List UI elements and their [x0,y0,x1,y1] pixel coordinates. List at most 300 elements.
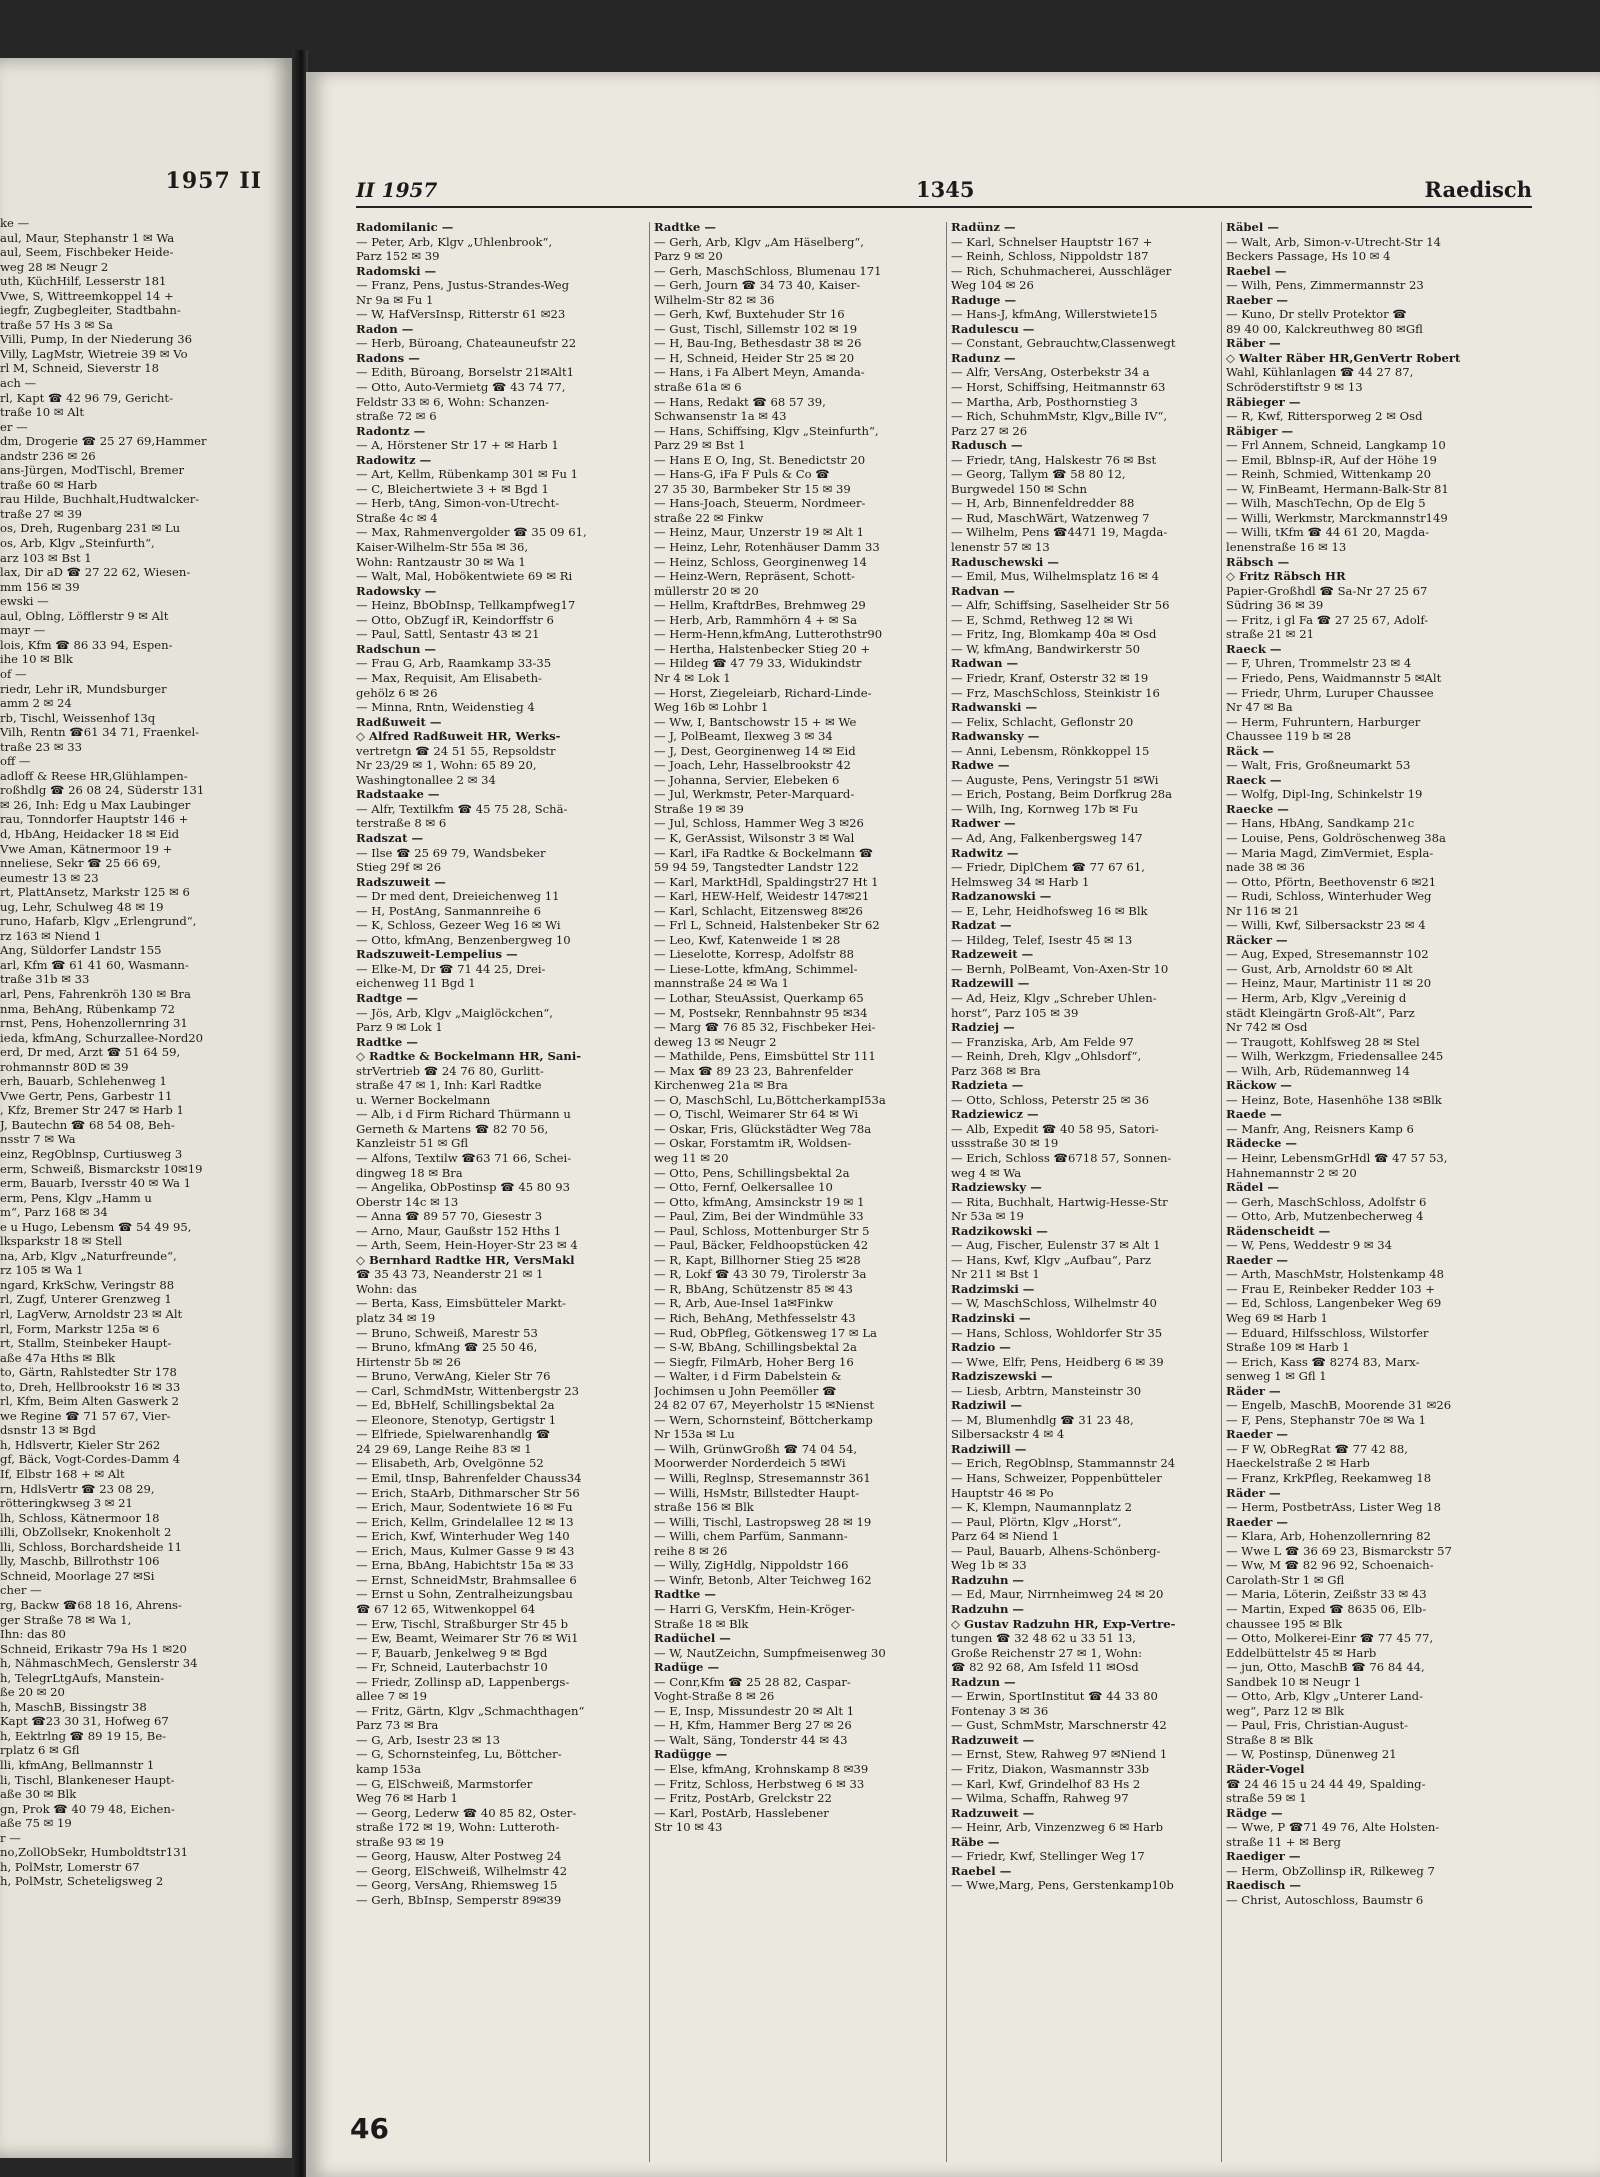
directory-entry-line: Washingtonallee 2 ✉ 34 [356,772,496,787]
directory-entry-line: gf, Bäck, Vogt-Cordes-Damm 4 [0,1452,181,1467]
directory-entry-line: nade 38 ✉ 36 [1226,860,1305,875]
directory-entry-line: Moorwerder Norderdeich 5 ✉Wi [654,1456,846,1471]
directory-entry-line: Nr 153a ✉ Lu [654,1427,735,1442]
directory-entry-line: Parz 73 ✉ Bra [356,1718,439,1733]
directory-entry-line: — Bruno, kfmAng ☎ 25 50 46, [356,1340,538,1355]
directory-entry-line: Jochimsen u John Peemöller ☎ [654,1383,837,1398]
directory-entry-line: — Mathilde, Pens, Eimsbüttel Str 111 [654,1049,876,1064]
surname-heading: Radzio — [951,1340,1011,1355]
surname-heading: Radowitz — [356,452,432,467]
directory-entry-line: müllerstr 20 ✉ 20 [654,583,759,598]
directory-entry-line: — Eduard, Hilfsschloss, Wilstorfer [1226,1325,1429,1340]
directory-entry-line: vertretgn ☎ 24 51 55, Repsoldstr [356,743,556,758]
directory-entry-line: — Jul, Schloss, Hammer Weg 3 ✉26 [654,816,864,831]
directory-entry-line: — Reinh, Schmied, Wittenkamp 20 [1226,467,1431,482]
directory-entry-line: horst“, Parz 105 ✉ 39 [951,1005,1079,1020]
directory-entry-line: — Herm, PostbetrAss, Lister Weg 18 [1226,1500,1441,1515]
directory-entry-line: os, Arb, Klgv „Steinfurth“, [0,536,155,551]
surname-heading: Radowsky — [356,583,437,598]
directory-entry-line: — Walter, i d Firm Dabelstein & [654,1369,842,1384]
directory-entry-line: — Heinz, Maur, Unzerstr 19 ✉ Alt 1 [654,525,865,540]
directory-entry-line: — Louise, Pens, Goldröschenweg 38a [1226,830,1446,845]
surname-heading: Raecke — [1226,801,1289,816]
directory-entry-line: — Christ, Autoschloss, Baumstr 6 [1226,1892,1424,1907]
directory-entry-line: — Hans, Schiffsing, Klgv „Steinfurth“, [654,423,879,438]
directory-entry-line: — Erw, Tischl, Straßburger Str 45 b [356,1616,569,1631]
directory-entry-line: Hahnemannstr 2 ✉ 20 [1226,1165,1357,1180]
directory-entry-line: städt Kleingärtn Groß-Alt“, Parz [1226,1005,1415,1020]
surname-heading: Radzuhn — [951,1601,1025,1616]
directory-entry-line: — Ernst u Sohn, Zentralheizungsbau [356,1587,573,1602]
directory-entry-line: — Ww, I, Bantschowstr 15 + ✉ We [654,714,857,729]
directory-entry-line: to, Gärtn, Rahlstedter Str 178 [0,1365,177,1380]
directory-entry-line: — Gust, Tischl, Sillemstr 102 ✉ 19 [654,321,858,336]
surname-heading: Radziwil — [951,1398,1022,1413]
surname-heading: Radszuweit-Lempelius — [356,947,518,962]
directory-entry-line: — Wolfg, Dipl-Ing, Schinkelstr 19 [1226,787,1423,802]
directory-entry-line: rn, HdlsVertr ☎ 23 08 29, [0,1481,155,1496]
directory-entry-line: — Berta, Kass, Eimsbütteler Markt- [356,1296,566,1311]
directory-entry-line: rl M, Schneid, Sieverstr 18 [0,361,159,376]
directory-entry-line: Nr 47 ✉ Ba [1226,700,1293,715]
directory-entry-line: — Max, Rahmenvergolder ☎ 35 09 61, [356,525,587,540]
directory-entry-line: — Heinz, Schloss, Georginenweg 14 [654,554,867,569]
directory-entry-line: 27 35 30, Barmbeker Str 15 ✉ 39 [654,481,851,496]
directory-entry-line: — Friedr, DiplChem ☎ 77 67 61, [951,860,1145,875]
directory-entry-line: rl, Kfm, Beim Alten Gaswerk 2 [0,1394,179,1409]
directory-entry-line: erm, Schweiß, Bismarckstr 10✉19 [0,1161,203,1176]
folio-mark: 46 [350,2112,389,2145]
directory-entry-line: — Wwe, P ☎71 49 76, Alte Holsten- [1226,1820,1440,1835]
directory-entry-line: — Wilma, Schaffn, Rahweg 97 [951,1791,1129,1806]
surname-heading: Radons — [356,350,420,365]
directory-entry-line: Vwe Aman, Kätnermoor 19 + [0,841,173,856]
directory-entry-line: — Ww, M ☎ 82 96 92, Schoenaich- [1226,1558,1434,1573]
directory-entry-line: — Heinr, LebensmGrHdl ☎ 47 57 53, [1226,1151,1448,1165]
directory-entry-line: — Heinz, Maur, Martinistr 11 ✉ 20 [1226,976,1432,991]
surname-heading: Radügge — [654,1747,728,1762]
surname-heading: Rädecke — [1226,1136,1297,1151]
directory-entry-line: lh, Schloss, Kätnermoor 18 [0,1510,160,1525]
directory-entry-line: Feldstr 33 ✉ 6, Wohn: Schanzen- [356,394,550,409]
directory-entry-line: — E, Insp, Missundestr 20 ✉ Alt 1 [654,1703,855,1718]
directory-entry-line: rg, Backw ☎68 18 16, Ahrens- [0,1597,182,1612]
directory-entry-line: — R, Kapt, Billhorner Stieg 25 ✉28 [654,1252,861,1267]
surname-heading: Radtge — [356,990,418,1005]
directory-entry-line: If, Elbstr 168 + ✉ Alt [0,1467,125,1482]
directory-entry-line: — Marg ☎ 76 85 32, Fischbeker Hei- [654,1020,876,1035]
directory-entry-line: — Karl, iFa Radtke & Bockelmann ☎ [654,845,874,860]
directory-entry-line: riedr, Lehr iR, Mundsburger [0,681,167,696]
directory-column-2 [654,220,946,1835]
directory-entry-line: Wohn: das [356,1281,417,1296]
surname-heading: Radwer — [951,816,1016,831]
directory-entry-line: — Paul, Bäcker, Feldhoopstücken 42 [654,1238,869,1253]
surname-heading: Radulescu — [951,321,1035,336]
directory-entry-line: — Wilhelm, Pens ☎4471 19, Magda- [951,525,1168,540]
surname-heading: Radtke — [356,1034,418,1049]
directory-entry-line: lax, Dir aD ☎ 27 22 62, Wiesen- [0,565,191,580]
surname-heading: Radomilanic — [356,220,454,234]
directory-entry-line: aße 47a Hths ✉ Blk [0,1350,116,1365]
directory-entry-line: Carolath-Str 1 ✉ Gfl [1226,1572,1345,1587]
directory-entry-line: — Max, Requisit, Am Elisabeth- [356,670,542,685]
directory-entry-line: Kaiser-Wilhelm-Str 55a ✉ 36, [356,540,529,555]
directory-entry-line: — W, NautZeichn, Sumpfmeisenweg 30 [654,1645,886,1660]
directory-entry-line: h, PolMstr, Lomerstr 67 [0,1859,140,1874]
directory-entry-line: — F, Pens, Stephanstr 70e ✉ Wa 1 [1226,1412,1426,1427]
directory-entry-line: — Willi, chem Parfüm, Sanmann- [654,1529,848,1544]
directory-entry-line: — Alb, i d Firm Richard Thürmann u [356,1107,571,1122]
directory-entry-line: rt, PlattAnsetz, Markstr 125 ✉ 6 [0,885,190,900]
directory-entry-line: — Manfr, Ang, Reisners Kamp 6 [1226,1121,1414,1136]
directory-entry-line: — Paul, Zim, Bei der Windmühle 33 [654,1209,864,1224]
directory-entry-line: — Willy, ZigHdlg, Nippoldstr 166 [654,1558,849,1573]
directory-entry-line: — Ed, BbHelf, Schillingsbektal 2a [356,1398,555,1413]
directory-entry-line: — Auguste, Pens, Veringstr 51 ✉Wi [951,772,1159,787]
directory-entry-line: — Ernst, SchneidMstr, Brahmsallee 6 [356,1572,577,1587]
directory-entry-line: — Conr,Kfm ☎ 25 28 82, Caspar- [654,1674,851,1689]
directory-entry-line: straße 21 ✉ 21 [1226,627,1314,642]
directory-entry-line: tungen ☎ 32 48 62 u 33 51 13, [951,1631,1136,1646]
directory-entry-line: — Willi, Tischl, Lastropsweg 28 ✉ 19 [654,1514,872,1529]
surname-heading: Raedisch — [1226,1878,1301,1893]
directory-entry-line: Parz 9 ✉ 20 [654,249,723,264]
surname-heading: Raeck — [1226,641,1282,656]
directory-entry-line: — C, Bleichertwiete 3 + ✉ Bgd 1 [356,481,549,496]
directory-entry-line: — Erich, Maur, Sodentwiete 16 ✉ Fu [356,1500,573,1515]
directory-entry-line: — Karl, MarktHdl, Spaldingstr27 Ht 1 [654,874,879,889]
directory-entry-line: — Horst, Ziegeleiarb, Richard-Linde- [654,685,872,700]
directory-entry-line: — Alfr, Textilkfm ☎ 45 75 28, Schä- [356,801,568,816]
directory-entry-line: — Elisabeth, Arb, Ovelgönne 52 [356,1456,544,1471]
surname-heading: Raebel — [951,1863,1012,1878]
directory-entry-line: — Georg, Tallym ☎ 58 80 12, [951,467,1126,482]
directory-entry-line: — Hans, HbAng, Sandkamp 21c [1226,816,1415,831]
directory-entry-line: — Felix, Schlacht, Geflonstr 20 [951,714,1134,729]
directory-entry-line: — Erich, Postang, Beim Dorfkrug 28a [951,787,1173,802]
directory-entry-line: rt, Stallm, Steinbeker Haupt- [0,1336,172,1351]
directory-entry-line: adloff & Reese HR,Glühlampen- [0,768,188,783]
directory-entry-line: — Friedr, Kranf, Osterstr 32 ✉ 19 [951,670,1149,685]
directory-entry-line: Vilh, Rentn ☎61 34 71, Fraenkel- [0,725,200,740]
directory-entry-line: — Herb, tAng, Simon-von-Utrecht- [356,496,560,511]
directory-entry-line: — Rud, ObPfleg, Götkensweg 17 ✉ La [654,1325,877,1340]
directory-entry-line: eumestr 13 ✉ 23 [0,870,99,885]
directory-entry-line: — Willi, tKfm ☎ 44 61 20, Magda- [1226,525,1430,540]
directory-entry-line: — Gerh, BbInsp, Semperstr 89✉39 [356,1892,562,1907]
directory-entry-line: os, Dreh, Rugenbarg 231 ✉ Lu [0,521,181,536]
directory-entry-line: — Paul, Sattl, Sentastr 43 ✉ 21 [356,627,540,642]
surname-heading: Räbiger — [1226,423,1294,438]
surname-heading: Räck — [1226,743,1275,758]
surname-heading: Räder — [1226,1485,1281,1500]
directory-entry-line: — Liesb, Arbtrn, Mansteinstr 30 [951,1383,1142,1398]
surname-heading: Raeber — [1226,292,1289,307]
directory-entry-line: — Erich, RegOblnsp, Stammannstr 24 [951,1456,1176,1471]
directory-entry-line: ihe 10 ✉ Blk [0,652,73,667]
directory-entry-line: dm, Drogerie ☎ 25 27 69,Hammer [0,434,207,449]
directory-entry-line: — H, PostAng, Sanmannreihe 6 [356,903,541,918]
directory-entry-line: Wilhelm-Str 82 ✉ 36 [654,292,775,307]
directory-entry-line: — Ilse ☎ 25 69 79, Wandsbeker [356,845,546,860]
directory-entry-line: Villi, Pump, In der Niederung 36 [0,332,192,347]
directory-entry-line: — Georg, Lederw ☎ 40 85 82, Oster- [356,1805,577,1820]
surname-heading: Raeder — [1226,1514,1289,1529]
directory-entry-line: Straße 8 ✉ Blk [1226,1732,1314,1747]
directory-entry-line: — Wilh, Pens, Zimmermannstr 23 [1226,278,1424,293]
directory-entry-line: Voght-Straße 8 ✉ 26 [654,1689,775,1704]
header-volume-year: II 1957 [356,178,438,202]
directory-entry-line: nneliese, Sekr ☎ 25 66 69, [0,856,161,871]
directory-entry-line: — Bruno, Schweiß, Marestr 53 [356,1325,538,1340]
directory-entry-line: straße 47 ✉ 1, Inh: Karl Radtke [356,1078,542,1093]
directory-entry-line: lli, kfmAng, Bellmannstr 1 [0,1757,155,1772]
directory-entry-line: — Alfons, Textilw ☎63 71 66, Schei- [356,1151,572,1165]
directory-entry-line: Kanzleistr 51 ✉ Gfl [356,1136,469,1151]
directory-entry-line: ☎ 35 43 73, Neanderstr 21 ✉ 1 [356,1267,544,1282]
directory-entry-line: — Hans-J, kfmAng, Willerstwiete15 [951,307,1158,322]
directory-entry-line: Nr 742 ✉ Osd [1226,1020,1308,1035]
directory-entry-line: strVertrieb ☎ 24 76 80, Gurlitt- [356,1063,544,1078]
directory-entry-line: Parz 368 ✉ Bra [951,1063,1041,1078]
directory-entry-line: Vwe Gertr, Pens, Garbestr 11 [0,1088,173,1103]
surname-heading: Radtke — [654,1587,716,1602]
directory-entry-line: — W, Pens, Weddestr 9 ✉ 34 [1226,1238,1393,1253]
directory-entry-line: mm 156 ✉ 39 [0,579,80,594]
directory-entry-line: — Gust, Arb, Arnoldstr 60 ✉ Alt [1226,961,1413,976]
directory-entry-line: ieda, kfmAng, Schurzallee-Nord20 [0,1030,204,1045]
surname-heading: Radtke — [654,220,716,234]
surname-heading: Radstaake — [356,787,440,802]
directory-entry-line: Vwe, S, Wittreemkoppel 14 + [0,288,174,303]
directory-entry-line: lksparkstr 18 ✉ Stell [0,1234,123,1249]
directory-entry-line: Südring 36 ✉ 39 [1226,598,1324,613]
directory-entry-line: — Reinh, Schloss, Nippoldstr 187 [951,249,1149,264]
directory-entry-line: — K, Klempn, Naumannplatz 2 [951,1500,1133,1515]
directory-entry-line: — R, Lokf ☎ 43 30 79, Tirolerstr 3a [654,1267,867,1282]
directory-entry-line: Kapt ☎23 30 31, Hofweg 67 [0,1714,169,1729]
directory-entry-line: — Erich, StaArb, Dithmarscher Str 56 [356,1485,580,1500]
directory-entry-line: — H, Kfm, Hammer Berg 27 ✉ 26 [654,1718,852,1733]
directory-entry-line: — Else, kfmAng, Krohnskamp 8 ✉39 [654,1761,869,1776]
directory-entry-line: — Herm, Arb, Klgv „Vereinig d [1226,990,1407,1005]
directory-entry-line: — Anni, Lebensm, Rönkkoppel 15 [951,743,1150,758]
directory-entry-line: — Frz, MaschSchloss, Steinkistr 16 [951,685,1160,700]
directory-entry-line: — Oskar, Fris, Glückstädter Weg 78a [654,1121,872,1136]
directory-entry-line: — Gerh, Journ ☎ 34 73 40, Kaiser- [654,278,861,293]
directory-entry-line: — H, Bau-Ing, Bethesdastr 38 ✉ 26 [654,336,862,351]
surname-heading: Radwitz — [951,845,1019,860]
directory-entry-line: ◇ Bernhard Radtke HR, VersMakl [356,1252,575,1267]
directory-entry-line: — Wwe, Elfr, Pens, Heidberg 6 ✉ 39 [951,1354,1164,1369]
directory-entry-line: — Ad, Ang, Falkenbergsweg 147 [951,830,1143,845]
directory-entry-line: — W, MaschSchloss, Wilhelmstr 40 [951,1296,1157,1311]
directory-entry-line: — Art, Kellm, Rübenkamp 301 ✉ Fu 1 [356,467,578,482]
directory-entry-line: deweg 13 ✉ Neugr 2 [654,1034,777,1049]
directory-entry-line: uth, KüchHilf, Lesserstr 181 [0,274,167,289]
directory-entry-line: Gerneth & Martens ☎ 82 70 56, [356,1121,549,1136]
directory-entry-line: — Heinz-Wern, Repräsent, Schott- [654,569,855,584]
directory-entry-line: — Paul, Schloss, Mottenburger Str 5 [654,1223,870,1238]
directory-entry-line: — Heinr, Arb, Vinzenzweg 6 ✉ Harb [951,1820,1163,1835]
directory-entry-line: ach — [0,376,37,391]
directory-entry-line: — O, MaschSchl, Lu,BöttcherkampI53a [654,1092,886,1107]
directory-entry-line: — Aug, Exped, Stresemannstr 102 [1226,947,1429,962]
directory-entry-line: — Elke-M, Dr ☎ 71 44 25, Drei- [356,961,546,976]
directory-entry-line: — Fr, Schneid, Lauterbachstr 10 [356,1660,548,1675]
directory-entry-line: — W, HafVersInsp, Ritterstr 61 ✉23 [356,307,566,322]
directory-entry-line: — M, Blumenhdlg ☎ 31 23 48, [951,1412,1134,1427]
directory-entry-line: — Ernst, Stew, Rahweg 97 ✉Niend 1 [951,1747,1168,1762]
directory-entry-line: — Friedo, Pens, Waidmannstr 5 ✉Alt [1226,670,1442,685]
directory-entry-line: — Wwe L ☎ 36 69 23, Bismarckstr 57 [1226,1543,1452,1558]
directory-entry-line: Weg 104 ✉ 26 [951,278,1034,293]
directory-entry-line: — Otto, Arb, Klgv „Unterer Land- [1226,1689,1423,1704]
surname-heading: Radzinski — [951,1311,1031,1326]
directory-entry-line: — Arth, MaschMstr, Holstenkamp 48 [1226,1267,1445,1282]
directory-entry-line: — Aug, Fischer, Eulenstr 37 ✉ Alt 1 [951,1238,1161,1253]
directory-entry-line: traße 31b ✉ 33 [0,972,90,987]
directory-entry-line: — Dr med dent, Dreieichenweg 11 [356,889,560,904]
directory-entry-line: — G, ElSchweiß, Marmstorfer [356,1776,533,1791]
directory-entry-line: — J, Dest, Georginenweg 14 ✉ Eid [654,743,856,758]
directory-entry-line: u. Werner Bockelmann [356,1092,491,1107]
directory-entry-line: rau, Tonndorfer Hauptstr 146 + [0,812,189,827]
directory-entry-line: Fontenay 3 ✉ 36 [951,1703,1049,1718]
directory-column-4 [1226,220,1518,1907]
directory-entry-line: cher — [0,1583,42,1598]
directory-entry-line: — Winfr, Betonb, Alter Teichweg 162 [654,1572,872,1587]
directory-entry-line: amm 2 ✉ 24 [0,696,72,711]
directory-entry-line: — A, Hörstener Str 17 + ✉ Harb 1 [356,438,559,453]
directory-entry-line: allee 7 ✉ 19 [356,1689,427,1704]
surname-heading: Radüge — [654,1660,720,1675]
surname-heading: Räber — [1226,336,1281,351]
surname-heading: Raeder — [1226,1427,1289,1442]
directory-entry-line: — Hertha, Halstenbecker Stieg 20 + [654,641,871,656]
directory-entry-line: platz 34 ✉ 19 [356,1311,436,1326]
directory-entry-line: — Bernh, PolBeamt, Von-Axen-Str 10 [951,961,1169,976]
directory-entry-line: — Alfr, Schiffsing, Saselheider Str 56 [951,598,1170,613]
directory-entry-line: — Hans, Redakt ☎ 68 57 39, [654,394,826,409]
directory-entry-line: — S-W, BbAng, Schillingsbektal 2a [654,1340,857,1355]
directory-entry-line: dsnstr 13 ✉ Bgd [0,1423,96,1438]
surname-heading: Radschun — [356,641,437,656]
directory-entry-line: — G, Schornsteinfeg, Lu, Böttcher- [356,1747,562,1762]
surname-heading: Rädenscheidt — [1226,1223,1331,1238]
directory-entry-line: — K, Schloss, Gezeer Weg 16 ✉ Wi [356,918,561,933]
directory-entry-line: — Rudi, Schloss, Winterhuder Weg [1226,889,1432,904]
directory-entry-line: Weg 1b ✉ 33 [951,1558,1027,1573]
directory-entry-line: — Heinz, BbObInsp, Tellkampfweg17 [356,598,576,613]
directory-entry-line: — E, Schmd, Rethweg 12 ✉ Wi [951,612,1133,627]
directory-entry-line: we Regine ☎ 71 57 67, Vier- [0,1408,171,1423]
directory-entry-line: — Friedr, Zollinsp aD, Lappenbergs- [356,1674,570,1689]
surname-heading: Radziej — [951,1020,1015,1035]
directory-entry-line: off — [0,754,31,769]
directory-entry-line: — Karl, Schlacht, Eitzensweg 8✉26 [654,903,863,918]
directory-entry-line: — W, Postinsp, Dünenweg 21 [1226,1747,1397,1762]
directory-entry-line: h, Eektrlng ☎ 89 19 15, Be- [0,1728,167,1743]
directory-entry-line: ☎ 67 12 65, Witwenkoppel 64 [356,1601,536,1616]
directory-entry-line: rohmannstr 80D ✉ 39 [0,1059,129,1074]
directory-entry-line: — jun, Otto, MaschB ☎ 76 84 44, [1226,1660,1425,1675]
directory-entry-line: — Karl, HEW-Helf, Weidestr 147✉21 [654,889,870,904]
surname-heading: Radwan — [951,656,1019,671]
directory-entry-line: — Maria, Löterin, Zeißstr 33 ✉ 43 [1226,1587,1427,1602]
surname-heading: Radzanowski — [951,889,1052,904]
directory-entry-line: — Martha, Arb, Posthornstieg 3 [951,394,1138,409]
directory-entry-line: — Wwe,Marg, Pens, Gerstenkamp10b [951,1878,1174,1893]
directory-entry-line: gn, Prok ☎ 40 79 48, Eichen- [0,1801,175,1816]
directory-entry-line: — Frau G, Arb, Raamkamp 33-35 [356,656,552,671]
directory-entry-line: ke — [0,216,30,230]
directory-entry-line: — Ed, Schloss, Langenbeker Weg 69 [1226,1296,1442,1311]
directory-entry-line: Ihn: das 80 [0,1627,66,1642]
directory-entry-line: — Karl, Schnelser Hauptstr 167 + [951,234,1153,249]
surname-heading: Radzikowski — [951,1223,1048,1238]
directory-entry-line: — Lothar, SteuAssist, Querkamp 65 [654,990,864,1005]
directory-entry-line: runo, Hafarb, Klgv „Erlengrund“, [0,914,197,929]
directory-entry-line: — Erich, Kellm, Grindelallee 12 ✉ 13 [356,1514,574,1529]
directory-entry-line: lenenstr 57 ✉ 13 [951,540,1050,555]
directory-entry-line: ◇ Gustav Radzuhn HR, Exp-Vertre- [951,1616,1176,1631]
directory-entry-line: — Otto, Arb, Mutzenbecherweg 4 [1226,1209,1424,1224]
directory-entry-line: Wahl, Kühlanlagen ☎ 44 27 87, [1226,365,1414,380]
directory-entry-line: — Hans E O, Ing, St. Benedictstr 20 [654,452,866,467]
directory-entry-line: — Georg, ElSchweiß, Wilhelmstr 42 [356,1863,568,1878]
surname-heading: Rädge — [1226,1805,1283,1820]
directory-entry-line: aße 75 ✉ 19 [0,1816,72,1831]
directory-entry-line: — Kuno, Dr stellv Protektor ☎ [1226,307,1407,322]
directory-entry-line: — Gerh, Arb, Klgv „Am Häselberg“, [654,234,864,249]
directory-entry-line: rötteringkwseg 3 ✉ 21 [0,1496,133,1511]
surname-heading: Räbsch — [1226,554,1290,569]
column-divider [946,222,947,2162]
directory-entry-line: 89 40 00, Kalckreuthweg 80 ✉Gfl [1226,321,1423,336]
directory-entry-line: ✉ 26, Inh: Edg u Max Laubinger [0,797,191,812]
directory-entry-line: — Alfr, VersAng, Osterbekstr 34 a [951,365,1150,380]
directory-entry-line: rl, Form, Markstr 125a ✉ 6 [0,1321,160,1336]
directory-entry-line: gehölz 6 ✉ 26 [356,685,438,700]
directory-entry-line: — Paul, Plörtn, Klgv „Horst“, [951,1514,1122,1529]
directory-entry-line: mannstraße 24 ✉ Wa 1 [654,976,789,991]
surname-heading: Raediger — [1226,1849,1301,1864]
surname-heading: Räder — [1226,1383,1281,1398]
directory-entry-line: Oberstr 14c ✉ 13 [356,1194,459,1209]
column-divider [1221,222,1222,2162]
page-header [356,176,1532,208]
directory-entry-line: roßhdlg ☎ 26 08 24, Süderstr 131 [0,783,205,798]
directory-entry-line: Nr 23/29 ✉ 1, Wohn: 65 89 20, [356,758,537,773]
directory-entry-line: rz 105 ✉ Wa 1 [0,1263,84,1278]
directory-entry-line: — Peter, Arb, Klgv „Uhlenbrook“, [356,234,553,249]
directory-entry-line: r — [0,1830,21,1845]
directory-entry-line: — Fritz, Gärtn, Klgv „Schmachthagen“ [356,1703,585,1718]
surname-heading: Räcker — [1226,932,1288,947]
directory-entry-line: — Eleonore, Stenotyp, Gertigstr 1 [356,1412,557,1427]
left-facing-page [0,58,292,2158]
directory-entry-line: — Wilh, GrünwGroßh ☎ 74 04 54, [654,1441,858,1456]
directory-entry-line: ße 20 ✉ 20 [0,1685,65,1700]
directory-entry-line: ussstraße 30 ✉ 19 [951,1136,1059,1151]
directory-entry-line: — Gerh, Kwf, Buxtehuder Str 16 [654,307,845,322]
directory-entry-line: traße 23 ✉ 33 [0,739,82,754]
directory-entry-line: nsstr 7 ✉ Wa [0,1132,76,1147]
directory-entry-line: Kirchenweg 21a ✉ Bra [654,1078,788,1093]
directory-entry-line: Helmsweg 34 ✉ Harb 1 [951,874,1090,889]
